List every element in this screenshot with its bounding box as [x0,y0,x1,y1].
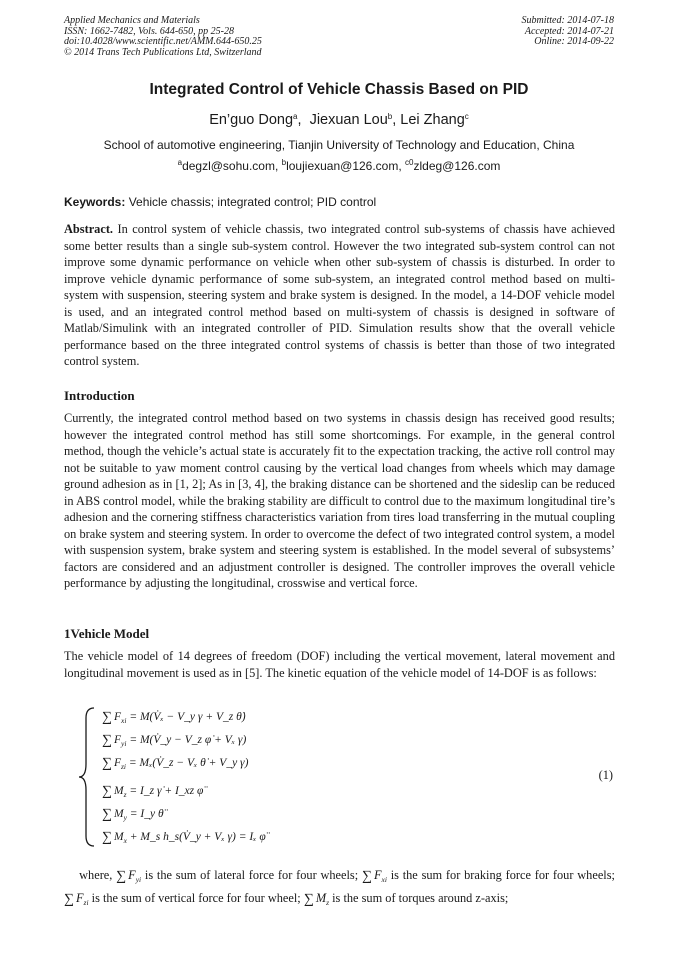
email-link[interactable]: loujiexuan@126.com, [286,159,402,173]
equation-line: ∑ $F_{zi}$ = Mₓ(V̇_z − Vₓ θ̇ + V_y γ) [102,756,249,771]
author-name: Lei Zhang [400,112,465,128]
copyright: © 2014 Trans Tech Publications Ltd, Switzerland [64,46,262,58]
keywords-text: Vehicle chassis; integrated control; PID control [128,195,377,209]
equation-line: ∑ $M_y$ = I_y θ̈ [102,807,164,822]
author-mark: b [387,112,393,121]
email-link[interactable]: degzl@sohu.com, [182,159,279,173]
abstract [64,221,615,370]
section1-text: The vehicle model of 14 degrees of freedom (DOF) including the vertical movement, lateral movement and longitudinal movement is used as in [5]. The kinetic equation of the vehicle model of 14-DOF is as follows: [64,649,615,680]
abstract-text: In control system of vehicle chassis, two integrated control sub-systems of chassis have achieved some better results than a single sub-system control. However the two integrated sub-system control can not improve some dynamic performance on vehicle when other sub-system of chassis is disturbed. In order to improve vehicle dynamic performance of some sub-system, an integrated control method based on multi-system with suspension, steering system and brake system is designed. In the model, a 14-DOF vehicle model is used, and an integrated control method based on multi-system of chassis is designed in software of Matlab/Simulink with an integrated controller of PID. Simulation results show that the overall vehicle performance based on the three integrated control systems of chassis is better than those of two integrated control system. [64,222,615,368]
online-date: Online: 2014-09-22 [534,36,614,47]
section1-heading: 1Vehicle Model [64,626,150,641]
email-link[interactable]: zldeg@126.com [413,159,501,173]
author-mark: a [293,112,298,121]
left-brace-icon [76,706,98,848]
equation-system [64,706,615,848]
email-list [0,158,678,173]
email-mark: a [177,158,183,167]
author-name: Jiexuan Lou [309,112,388,128]
email-mark: b [281,158,287,167]
doi: doi:10.4028/www.scientific.net/AMM.644-650.25 [64,36,262,47]
equation-line: ∑ $F_{yi}$ = M(V̇_y − V_z φ̇ + Vₓ γ) [102,733,247,748]
keywords-label: Keywords: [64,195,126,209]
submitted-date: Submitted: 2014-07-18 [521,15,614,26]
abstract-label: Abstract. [64,222,114,236]
journal-name: Applied Mechanics and Materials [64,15,200,26]
paper-title: Integrated Control of Vehicle Chassis Based on PID [149,81,529,98]
equation-number: (1) [598,768,613,782]
author-name: En’guo Dong [209,112,294,128]
where-clause: where, ∑ $F_{yi}$ is the sum of lateral force for four wheels; ∑ $F_{xi}$ is the sum for braking force for four wheels; ∑ $F_{zi}$ is the sum of vertical force for four wheel; ∑ $M_z$ is the sum of torques around z-axis; [64,868,615,907]
affiliation: School of automotive engineering, Tianjin University of Technology and Education, China [103,138,575,152]
publication-dates [522,16,615,48]
author-mark: c [464,112,469,121]
accepted-date: Accepted: 2014-07-21 [524,25,614,37]
equation-line: ∑ $M_z$ = I_z γ̇ + I_xz φ̈ [102,784,204,799]
journal-info [64,16,262,58]
equation-line: ∑ $F_{xi}$ = M(V̇ₓ − V_y γ + V_z θ̇) [102,710,246,725]
introduction-text: Currently, the integrated control method based on two systems in chassis design has received good results; however the integrated control method has still some shortcomings. For example, in the general control method, though the vehicle’s actual state is accurately fit to the expectation tracking, the active roll control may not be suitable to yaw moment control causing by the vertical load changes from wheels which may damage ground adhesion as in [1, 2]; As in [3, 4], the braking distance can be shortened and the sideslip can be reduced in ABS control model, while the braking stability are difficult to control due to the maximum longitudinal tire’s adhesion and the cornering stiffness characteristics variation from tires load transferring in the mutual coupling on brake system and steering system. In order to overcome the defect of two integrated control system, a model with suspension system, brake system and steering system is established. In the model several of subsystems’ factors are considered and an adjustment controller is designed. The controller improves the overall vehicle performance by adjusting the longitudinal, crosswise and vertical force. [64,411,615,590]
equation-line: ∑ $M_x$ + M_s h_s(V̇_y + Vₓ γ) = Iₓ φ̈ [102,830,266,845]
keywords [64,195,614,209]
email-mark: c0 [405,158,414,167]
issn: ISSN: 1662-7482, Vols. 644-650, pp 25-28 [64,25,234,37]
introduction-heading: Introduction [64,388,135,403]
author-list: En’guo Dong$^a$, Jiexuan Lou$^b$, Lei Zhang$^c$ [209,112,469,128]
